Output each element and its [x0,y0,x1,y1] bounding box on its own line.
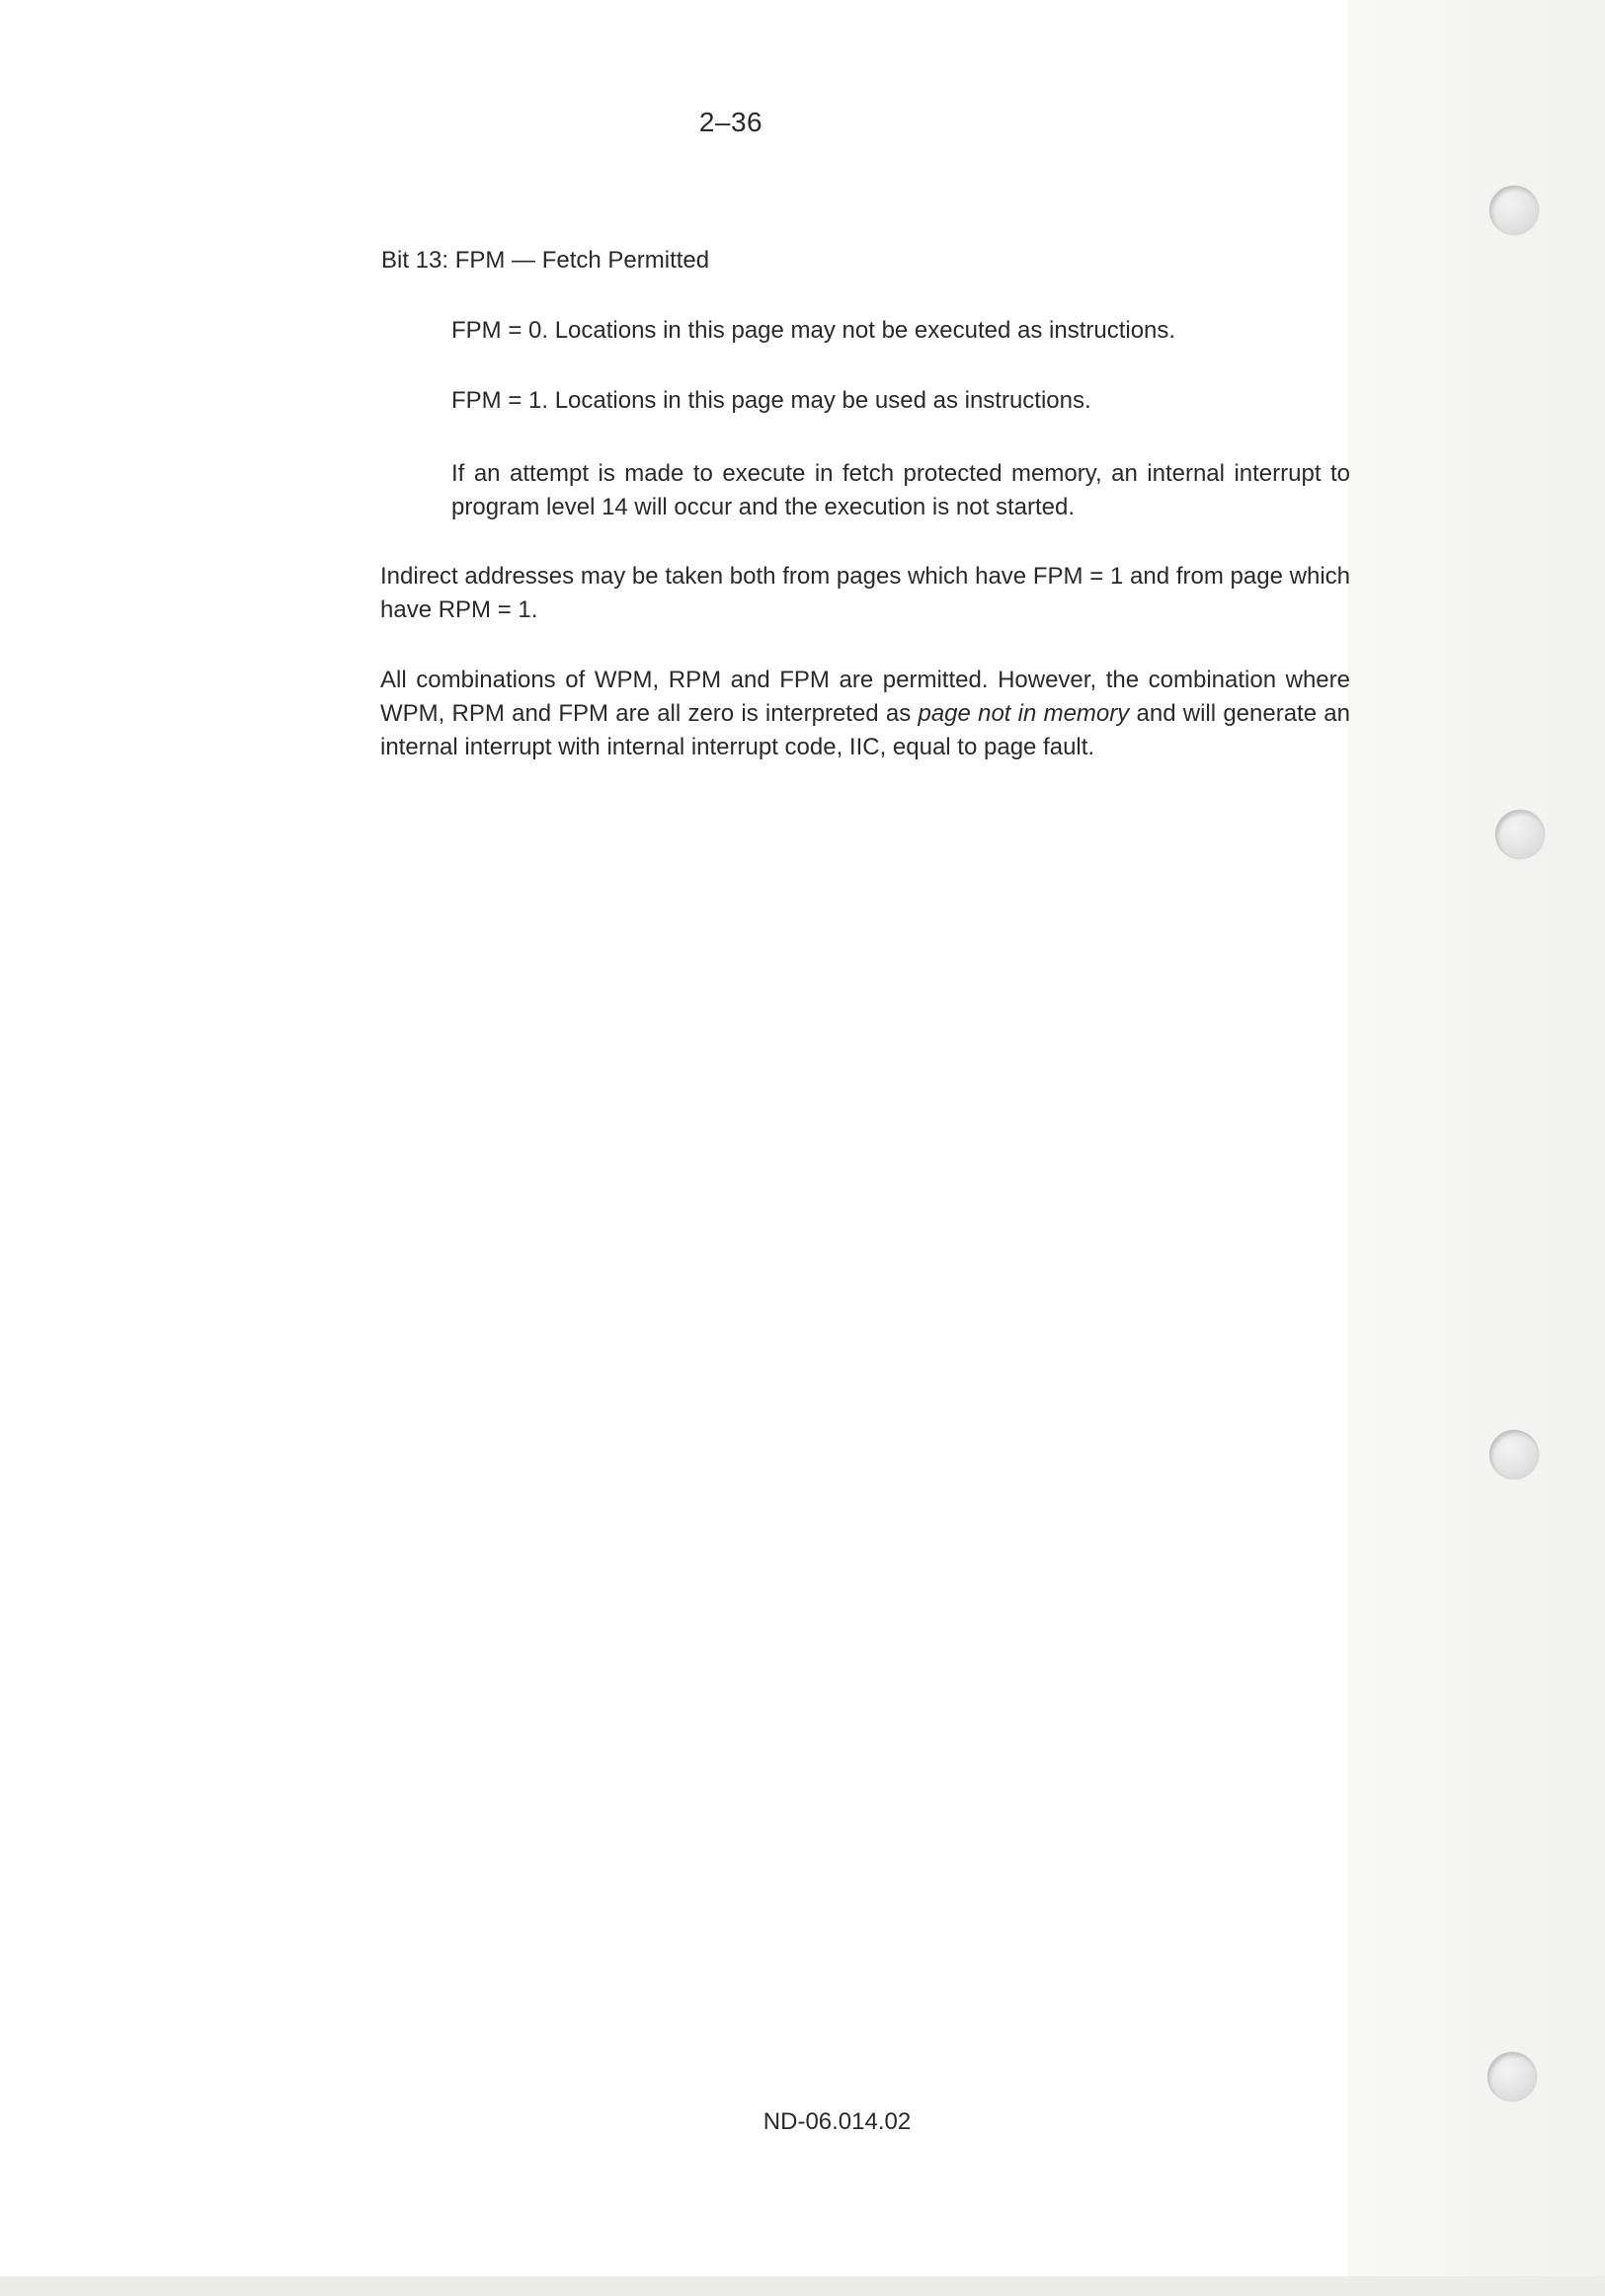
combinations-text-start: All combinations of WPM, RPM and FPM are permitted. However, the combination where WPM, RPM and FPM are all zero is interpreted as [380,667,1350,727]
section-heading: Bit 13: FPM — Fetch Permitted [381,247,710,274]
punch-hole-2 [1495,810,1545,859]
page-bottom-edge [0,2276,1605,2296]
document-id-footer: ND-06.014.02 [762,2108,912,2135]
page-not-in-memory-term: page not in memory [918,700,1130,727]
indirect-address-paragraph: Indirect addresses may be taken both from pages which have FPM = 1 and from page which have RPM = 1. [380,563,1350,623]
punch-hole-1 [1489,186,1539,235]
fetch-protected-paragraph: If an attempt is made to execute in fetch protected memory, an internal interrupt to program level 14 will occur and the execution is not started. [451,460,1350,520]
fpm-zero-paragraph: FPM = 0. Locations in this page may not be executed as instructions. [451,317,1176,344]
punch-hole-3 [1489,1430,1539,1479]
fpm-one-paragraph: FPM = 1. Locations in this page may be used as instructions. [451,387,1091,414]
combinations-paragraph [380,664,1350,764]
page-number: 2–36 [698,107,763,137]
combinations-text-end: and will generate an internal interrupt with internal interrupt code, IIC, equal to page fault. [380,700,1350,760]
page-edge-shadow [1348,0,1605,2296]
punch-hole-4 [1487,2052,1537,2101]
